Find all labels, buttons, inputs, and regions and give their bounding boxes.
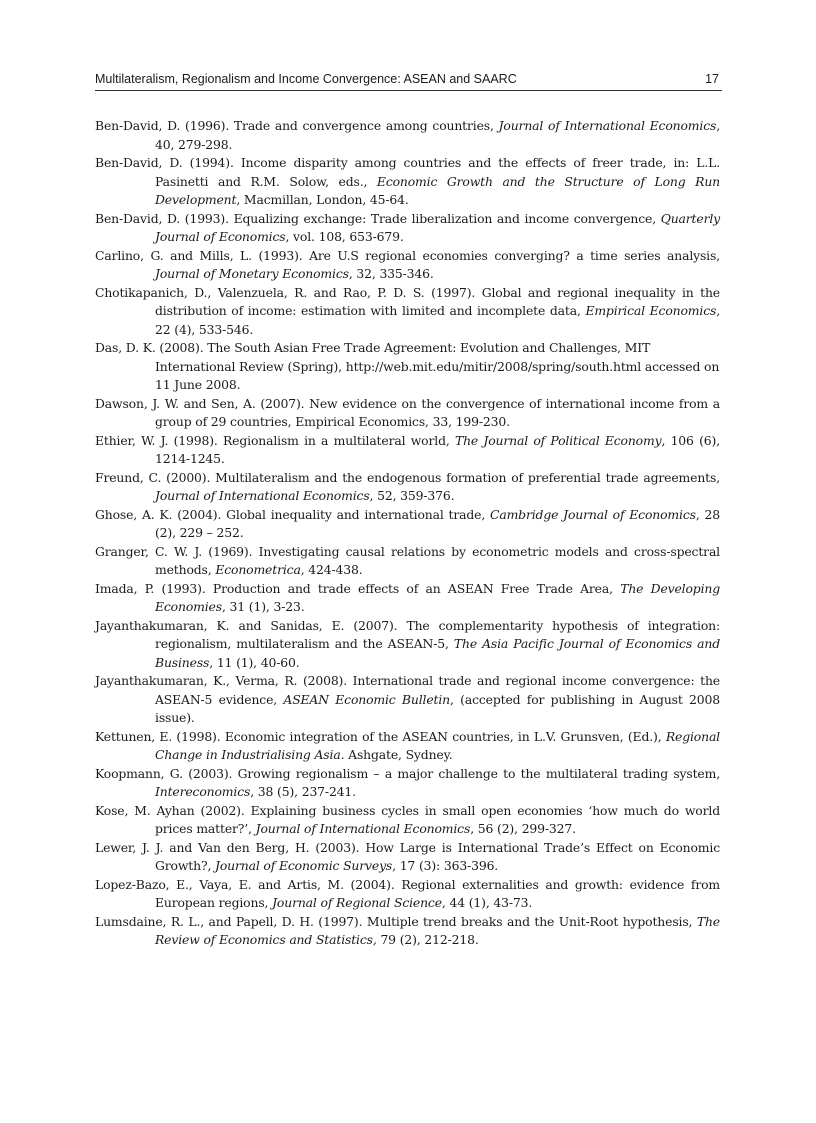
reference-source-title: Journal of International Economics: [498, 118, 717, 133]
reference-text: Das, D. K. (2008). The South Asian Free Trade Agreement: Evolution and Challenges, MIT International Review (Spring), http://web.mit.edu/mitir/2008/spring/south.html accessed on 11 June 2008.: [95, 340, 720, 392]
reference-source-title: Empirical Economics: [585, 303, 717, 318]
reference-entry: [95, 469, 720, 506]
reference-source-title: Econometrica: [215, 562, 301, 577]
reference-entry: [95, 765, 720, 802]
reference-text: Lewer, J. J. and Van den Berg, H. (2003). How Large is International Trade’s Effect on Economic Growth?,: [95, 839, 720, 873]
reference-text: , 17 (3): 363-396.: [392, 858, 499, 873]
reference-text: Kettunen, E. (1998). Economic integration of the ASEAN countries, in L.V. Grunsven, (Ed.),: [95, 728, 666, 744]
reference-entry: [95, 395, 720, 432]
reference-text: , 32, 335-346.: [348, 266, 434, 281]
reference-text: , 40, 279-298.: [155, 118, 721, 152]
reference-source-title: Economic Growth and the Structure of Long Run Development: [155, 173, 720, 207]
reference-text: Granger, C. W. J. (1969). Investigating causal relations by econometric models and cross-spectral methods,: [95, 543, 720, 577]
reference-text: , 52, 359-376.: [369, 488, 455, 503]
reference-text: Jayanthakumaran, K., Verma, R. (2008). International trade and regional income convergence: the ASEAN-5 evidence,: [95, 673, 720, 707]
reference-entry: [95, 432, 720, 469]
reference-entry: [95, 913, 720, 950]
reference-source-title: The Developing Economies: [155, 580, 721, 614]
running-head-title: Multilateralism, Regionalism and Income Convergence: ASEAN and SAARC: [95, 72, 517, 86]
reference-source-title: Journal of Regional Science: [272, 895, 442, 910]
reference-source-title: Journal of Economic Surveys: [215, 858, 393, 873]
reference-text: , 28 (2), 229 – 252.: [155, 506, 720, 540]
page-number: 17: [705, 72, 719, 86]
reference-source-title: The Review of Economics and Statistics,: [155, 913, 720, 947]
reference-entry: [95, 672, 720, 728]
reference-source-title: Intereconomics: [155, 784, 251, 799]
reference-text: Chotikapanich, D., Valenzuela, R. and Rao, P. D. S. (1997). Global and regional inequality in the distribution of income: estimation with limited and incomplete data,: [95, 284, 720, 318]
reference-text: Carlino, G. and Mills, L. (1993). Are U.S regional economies converging? a time series analysis,: [95, 247, 720, 263]
reference-text: Freund, C. (2000). Multilateralism and the endogenous formation of preferential trade agreements,: [95, 469, 720, 485]
reference-source-title: The Journal of Political Economy: [454, 432, 662, 448]
reference-text: , Macmillan, London, 45-64.: [236, 192, 409, 207]
reference-source-title: Journal of International Economics: [155, 488, 370, 503]
reference-source-title: Regional Change in Industrialising Asia.: [155, 728, 720, 762]
reference-entry: [95, 210, 720, 247]
reference-text: , vol. 108, 653-679.: [285, 229, 404, 244]
reference-source-title: Journal of International Economics: [255, 821, 471, 836]
reference-entry: [95, 802, 720, 839]
running-head: [95, 70, 722, 91]
reference-text: , 22 (4), 533-546.: [155, 303, 720, 337]
reference-entry: [95, 339, 720, 395]
reference-text: Ethier, W. J. (1998). Regionalism in a multilateral world,: [95, 432, 455, 448]
reference-entry: [95, 839, 720, 876]
reference-text: 79 (2), 212-218.: [376, 932, 479, 947]
reference-text: , 38 (5), 237-241.: [250, 784, 356, 799]
reference-text: Koopmann, G. (2003). Growing regionalism – a major challenge to the multilateral trading system,: [95, 765, 720, 781]
reference-text: Jayanthakumaran, K. and Sanidas, E. (2007). The complementarity hypothesis of integration: regionalism, multilateralism and the ASEAN-5,: [95, 617, 720, 651]
reference-text: Dawson, J. W. and Sen, A. (2007). New evidence on the convergence of international income from a group of 29 countries, Empirical Economics, 33, 199-230.: [95, 395, 720, 429]
reference-text: Ben-David, D. (1996). Trade and convergence among countries,: [95, 118, 499, 133]
reference-text: Imada, P. (1993). Production and trade effects of an ASEAN Free Trade Area,: [95, 580, 621, 596]
reference-entry: [95, 284, 720, 340]
reference-entry: [95, 117, 720, 154]
reference-entry: [95, 506, 720, 543]
reference-text: Ghose, A. K. (2004). Global inequality and international trade,: [95, 506, 491, 522]
reference-entry: [95, 876, 720, 913]
reference-text: Ben-David, D. (1993). Equalizing exchange: Trade liberalization and income convergence,: [95, 210, 661, 226]
reference-entry: [95, 617, 720, 673]
reference-text: , (accepted for publishing in August 2008 issue).: [155, 691, 720, 725]
reference-text: , 44 (1), 43-73.: [441, 895, 533, 910]
reference-entry: [95, 543, 720, 580]
reference-source-title: Quarterly Journal of Economics: [155, 210, 720, 244]
reference-text: Lumsdaine, R. L., and Papell, D. H. (1997). Multiple trend breaks and the Unit-Root hypothesis,: [95, 913, 697, 929]
reference-text: , 424-438.: [300, 562, 363, 577]
reference-text: , 56 (2), 299-327.: [470, 821, 576, 836]
reference-text: Ashgate, Sydney.: [344, 747, 453, 762]
reference-entry: [95, 154, 720, 210]
reference-source-title: Cambridge Journal of Economics: [490, 506, 696, 522]
reference-text: , 31 (1), 3-23.: [221, 599, 305, 614]
reference-list: [95, 117, 720, 950]
reference-text: Lopez-Bazo, E., Vaya, E. and Artis, M. (2004). Regional externalities and growth: evidence from European regions,: [95, 876, 720, 910]
reference-text: Ben-David, D. (1994). Income disparity among countries and the effects of freer trade, in: L.L. Pasinetti and R.M. Solow, eds.,: [95, 155, 720, 189]
reference-source-title: ASEAN Economic Bulletin: [283, 691, 451, 707]
reference-source-title: Journal of Monetary Economics: [155, 266, 349, 281]
reference-text: , 11 (1), 40-60.: [209, 654, 300, 670]
reference-entry: [95, 728, 720, 765]
reference-entry: [95, 247, 720, 284]
reference-text: Kose, M. Ayhan (2002). Explaining business cycles in small open economies ‘how much do world prices matter?’,: [95, 802, 720, 836]
reference-text: , 106 (6), 1214-1245.: [155, 432, 720, 466]
reference-source-title: The Asia Pacific Journal of Economics and Business: [155, 636, 720, 670]
reference-entry: [95, 580, 720, 617]
